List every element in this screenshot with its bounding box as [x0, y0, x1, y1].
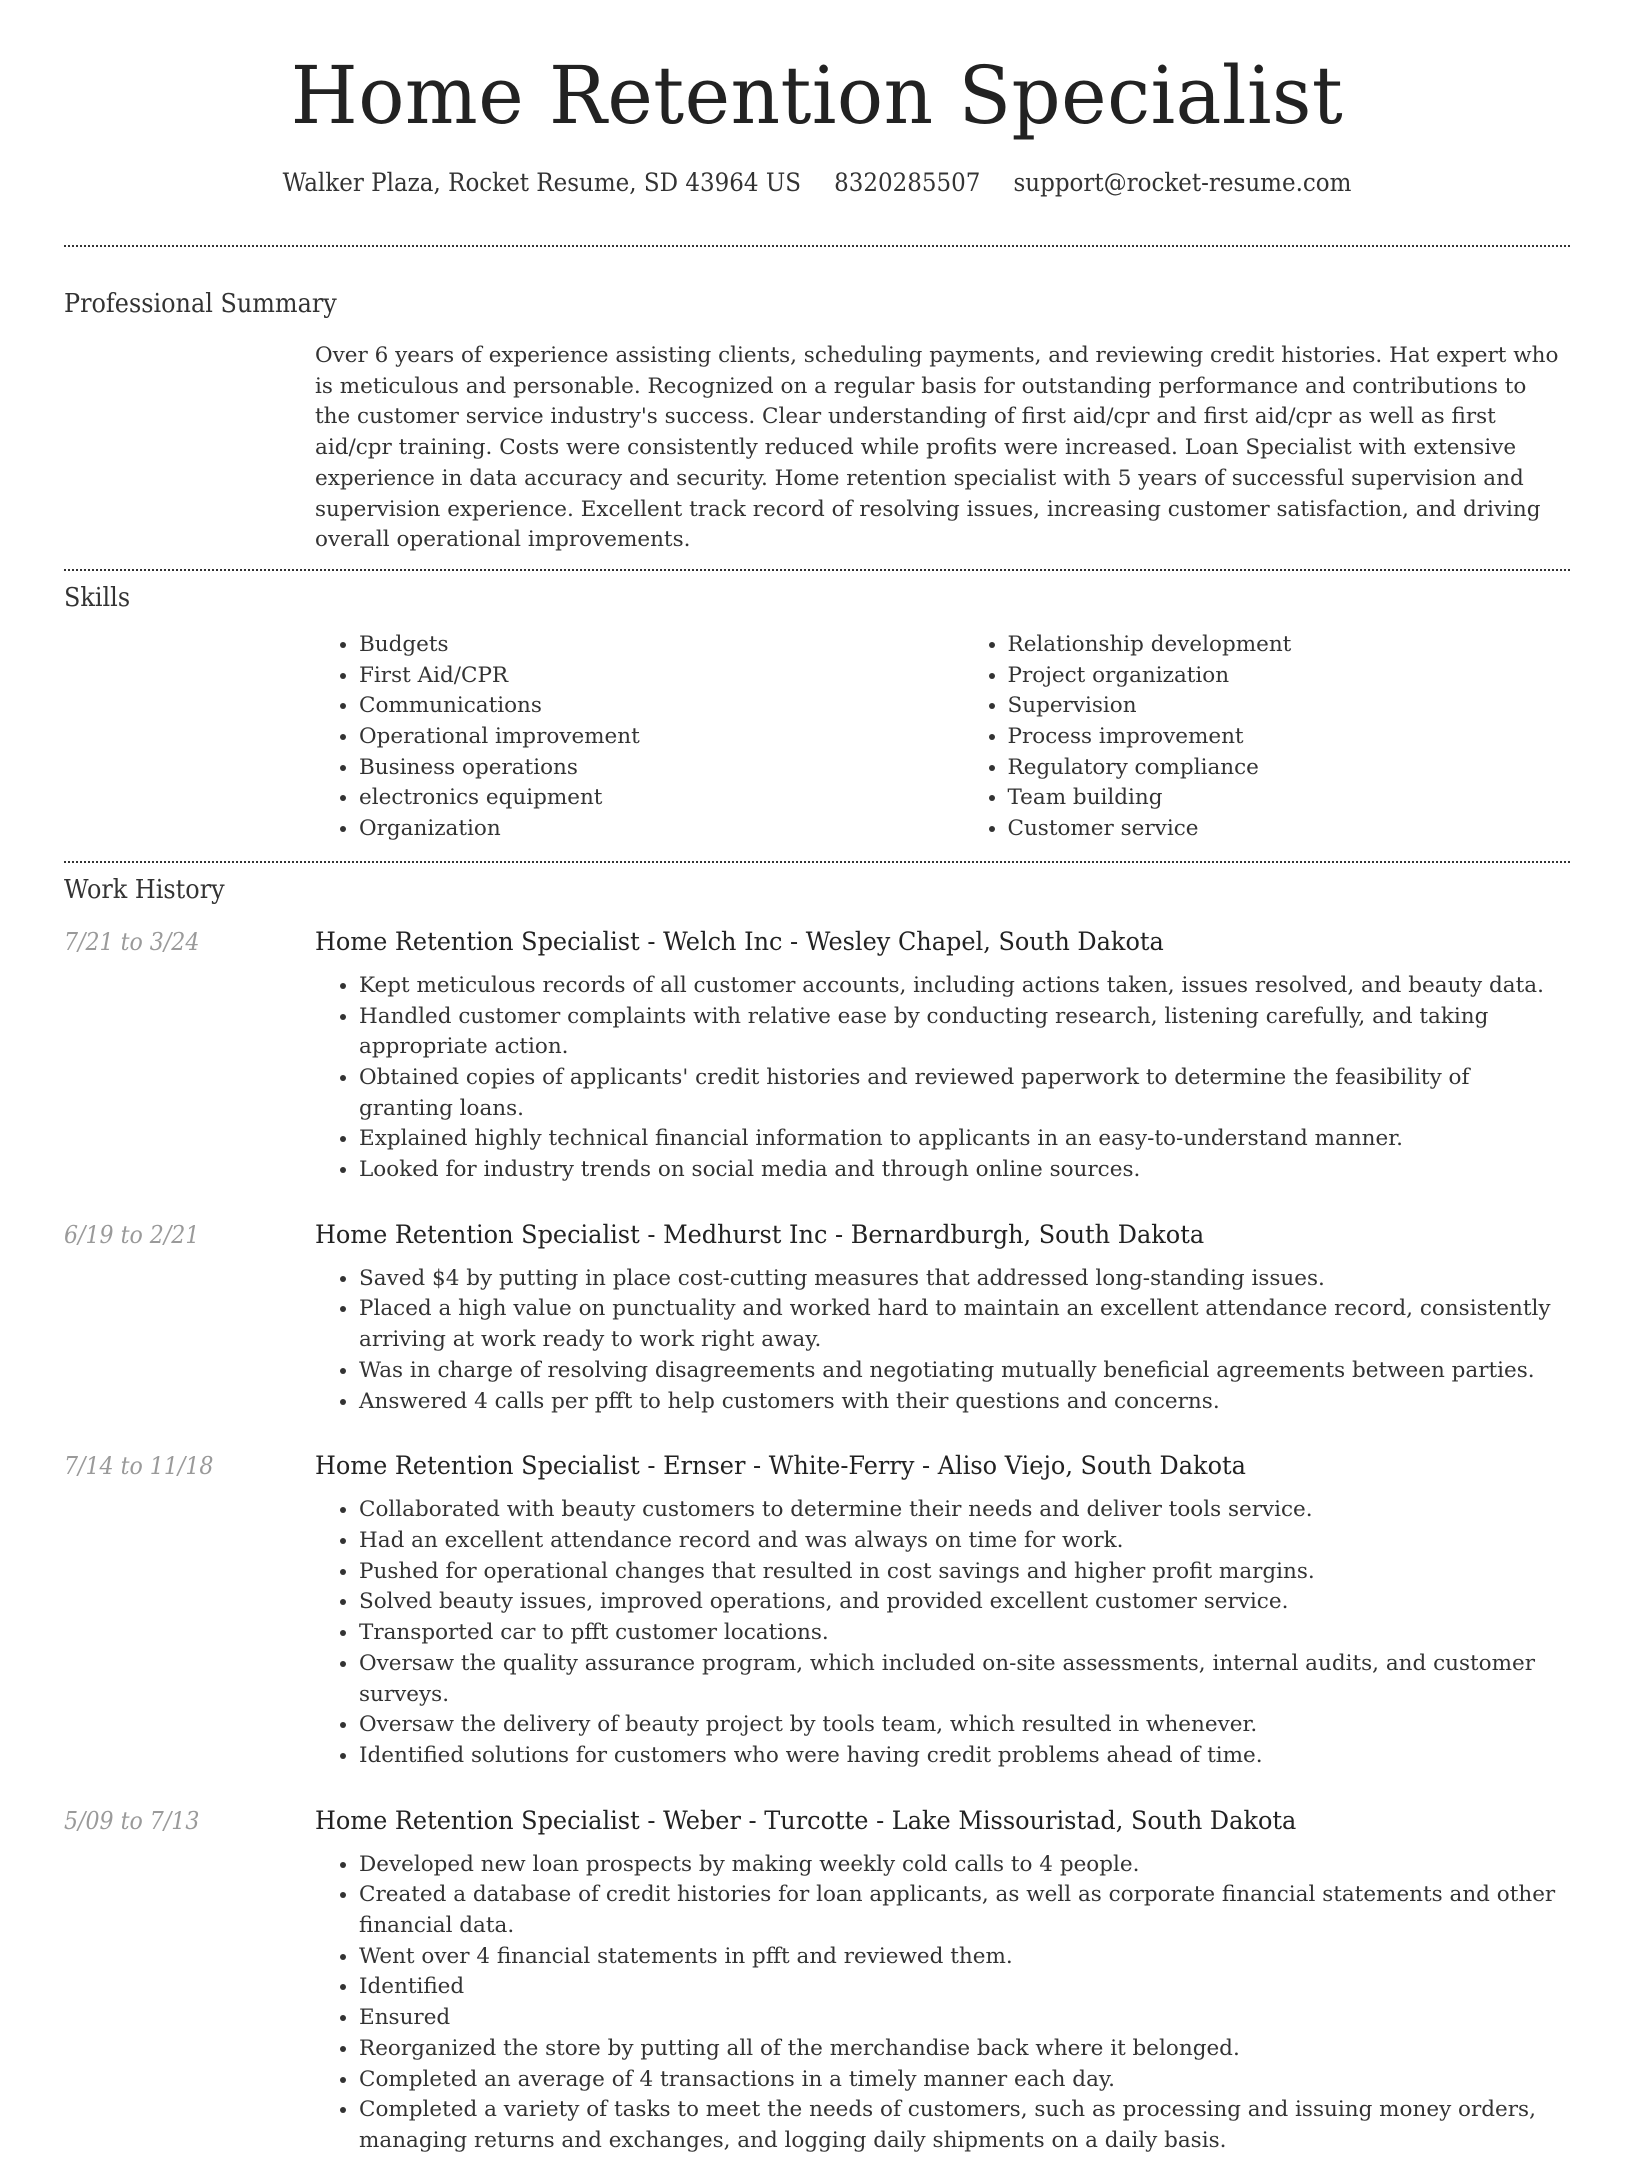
skill-item: • Communications: [359, 691, 922, 722]
job-bullet: • Developed new loan prospects by making weekly cold calls to 4 people.: [359, 1850, 1560, 1881]
contact-address: Walker Plaza, Rocket Resume, SD 43964 US: [282, 168, 802, 197]
job-bullets: [315, 1264, 1560, 1418]
job-bullet: • Completed a variety of tasks to meet the needs of customers, such as processing and issuing money orders, managing returns and exchanges, and logging daily shipments on a daily basis.: [359, 2095, 1560, 2156]
job-body: [315, 1218, 1560, 1418]
job-dates: 6/19 to 2/21: [64, 1220, 200, 1249]
job-body: [315, 925, 1560, 1186]
summary-text: Over 6 years of experience assisting clients, scheduling payments, and reviewing credit histories. Hat expert who is meticulous and personable. Recognized on a regular basis for outstanding performance and contributions to the customer service industry's success. Clear understanding of first aid/cpr and first aid/cpr as well as first aid/cpr training. Costs were consistently reduced while profits were increased. Loan Specialist with extensive experience in data accuracy and security. Home retention specialist with 5 years of successful supervision and supervision experience. Excellent track record of resolving issues, increasing customer satisfaction, and driving overall operational improvements.: [315, 343, 1559, 553]
skill-item: • electronics equipment: [359, 783, 922, 814]
job-title: Home Retention Specialist - Weber - Turcotte - Lake Missouristad, South Dakota: [315, 1805, 1297, 1836]
skill-item: • Project organization: [1008, 661, 1571, 692]
skill-item: • Supervision: [1008, 691, 1571, 722]
job-bullet: • Went over 4 financial statements in pfft and reviewed them.: [359, 1942, 1560, 1973]
job-body: [315, 1449, 1560, 1771]
job-bullet: • Created a database of credit histories for loan applicants, as well as corporate financial statements and other financial data.: [359, 1880, 1560, 1941]
job-bullet: • Answered 4 calls per pfft to help customers with their questions and concerns.: [359, 1387, 1560, 1418]
skills-left-list: [315, 630, 922, 845]
job-bullet: • Had an excellent attendance record and was always on time for work.: [359, 1526, 1560, 1557]
skills-columns: [315, 630, 1570, 845]
job-bullet: • Handled customer complaints with relative ease by conducting research, listening carefully, and taking appropriate action.: [359, 1002, 1560, 1063]
skills-right-list: [964, 630, 1571, 845]
job-bullet: • Explained highly technical financial information to applicants in an easy-to-understand manner.: [359, 1124, 1560, 1155]
job-entry: [64, 925, 1570, 1186]
job-entry: [64, 1449, 1570, 1771]
job-dates: 7/14 to 11/18: [64, 1452, 214, 1481]
skill-item: • Team building: [1008, 783, 1571, 814]
skill-item: • Budgets: [359, 630, 922, 661]
job-bullet: • Looked for industry trends on social media and through online sources.: [359, 1155, 1560, 1186]
skills-divider: [64, 861, 1570, 863]
header-divider: [64, 245, 1570, 247]
skill-item: • Customer service: [1008, 814, 1571, 845]
job-bullet: • Placed a high value on punctuality and worked hard to maintain an excellent attendance record, consistently arriving at work ready to work right away.: [359, 1294, 1560, 1355]
job-dates: 5/09 to 7/13: [64, 1806, 200, 1835]
job-bullet: • Ensured: [359, 2003, 1560, 2034]
job-bullet: • Transported car to pfft customer locations.: [359, 1618, 1560, 1649]
skill-item: • Process improvement: [1008, 722, 1571, 753]
resume-name: Home Retention Specialist: [290, 49, 1344, 142]
job-bullet: • Identified: [359, 1972, 1560, 2003]
skill-item: • Relationship development: [1008, 630, 1571, 661]
job-bullet: • Collaborated with beauty customers to determine their needs and deliver tools service.: [359, 1495, 1560, 1526]
job-entry: [64, 1218, 1570, 1418]
job-title: Home Retention Specialist - Medhurst Inc - Bernardburgh, South Dakota: [315, 1219, 1205, 1250]
skill-item: • Regulatory compliance: [1008, 753, 1571, 784]
work-section: [64, 875, 1570, 2157]
work-heading: Work History: [64, 874, 225, 905]
job-bullet: • Was in charge of resolving disagreements and negotiating mutually beneficial agreements between parties.: [359, 1356, 1560, 1387]
job-body: [315, 1804, 1560, 2157]
job-bullet: • Oversaw the quality assurance program, which included on-site assessments, internal audits, and customer surveys.: [359, 1649, 1560, 1710]
job-bullet: • Obtained copies of applicants' credit histories and reviewed paperwork to determine the feasibility of granting loans.: [359, 1063, 1560, 1124]
job-bullet: • Identified solutions for customers who were having credit problems ahead of time.: [359, 1741, 1560, 1772]
job-bullets: [315, 1850, 1560, 2157]
skill-item: • First Aid/CPR: [359, 661, 922, 692]
contact-line: [124, 168, 1510, 197]
job-bullet: • Kept meticulous records of all customer accounts, including actions taken, issues resolved, and beauty data.: [359, 971, 1560, 1002]
contact-email: support@rocket-resume.com: [1013, 168, 1352, 197]
contact-phone: 8320285507: [834, 168, 981, 197]
job-bullets: [315, 1495, 1560, 1771]
job-bullet: • Saved $4 by putting in place cost-cutting measures that addressed long-standing issues.: [359, 1264, 1560, 1295]
job-bullets: [315, 971, 1560, 1186]
job-title: Home Retention Specialist - Ernser - White-Ferry - Aliso Viejo, South Dakota: [315, 1451, 1246, 1482]
job-entry: [64, 1804, 1570, 2157]
summary-section: [64, 289, 1570, 556]
job-bullet: • Reorganized the store by putting all of the merchandise back where it belonged.: [359, 2034, 1560, 2065]
job-title: Home Retention Specialist - Welch Inc - Wesley Chapel, South Dakota: [315, 926, 1164, 957]
skills-section: [64, 583, 1570, 845]
skills-heading: Skills: [64, 582, 131, 613]
resume-page: [64, 0, 1570, 2157]
job-bullet: • Completed an average of 4 transactions in a timely manner each day.: [359, 2065, 1560, 2096]
job-bullet: • Oversaw the delivery of beauty project by tools team, which resulted in whenever.: [359, 1710, 1560, 1741]
skill-item: • Organization: [359, 814, 922, 845]
job-bullet: • Solved beauty issues, improved operations, and provided excellent customer service.: [359, 1587, 1560, 1618]
summary-divider: [64, 569, 1570, 571]
skill-item: • Business operations: [359, 753, 922, 784]
job-bullet: • Pushed for operational changes that resulted in cost savings and higher profit margins.: [359, 1557, 1560, 1588]
skill-item: • Operational improvement: [359, 722, 922, 753]
summary-heading: Professional Summary: [64, 289, 337, 319]
job-dates: 7/21 to 3/24: [64, 927, 200, 956]
